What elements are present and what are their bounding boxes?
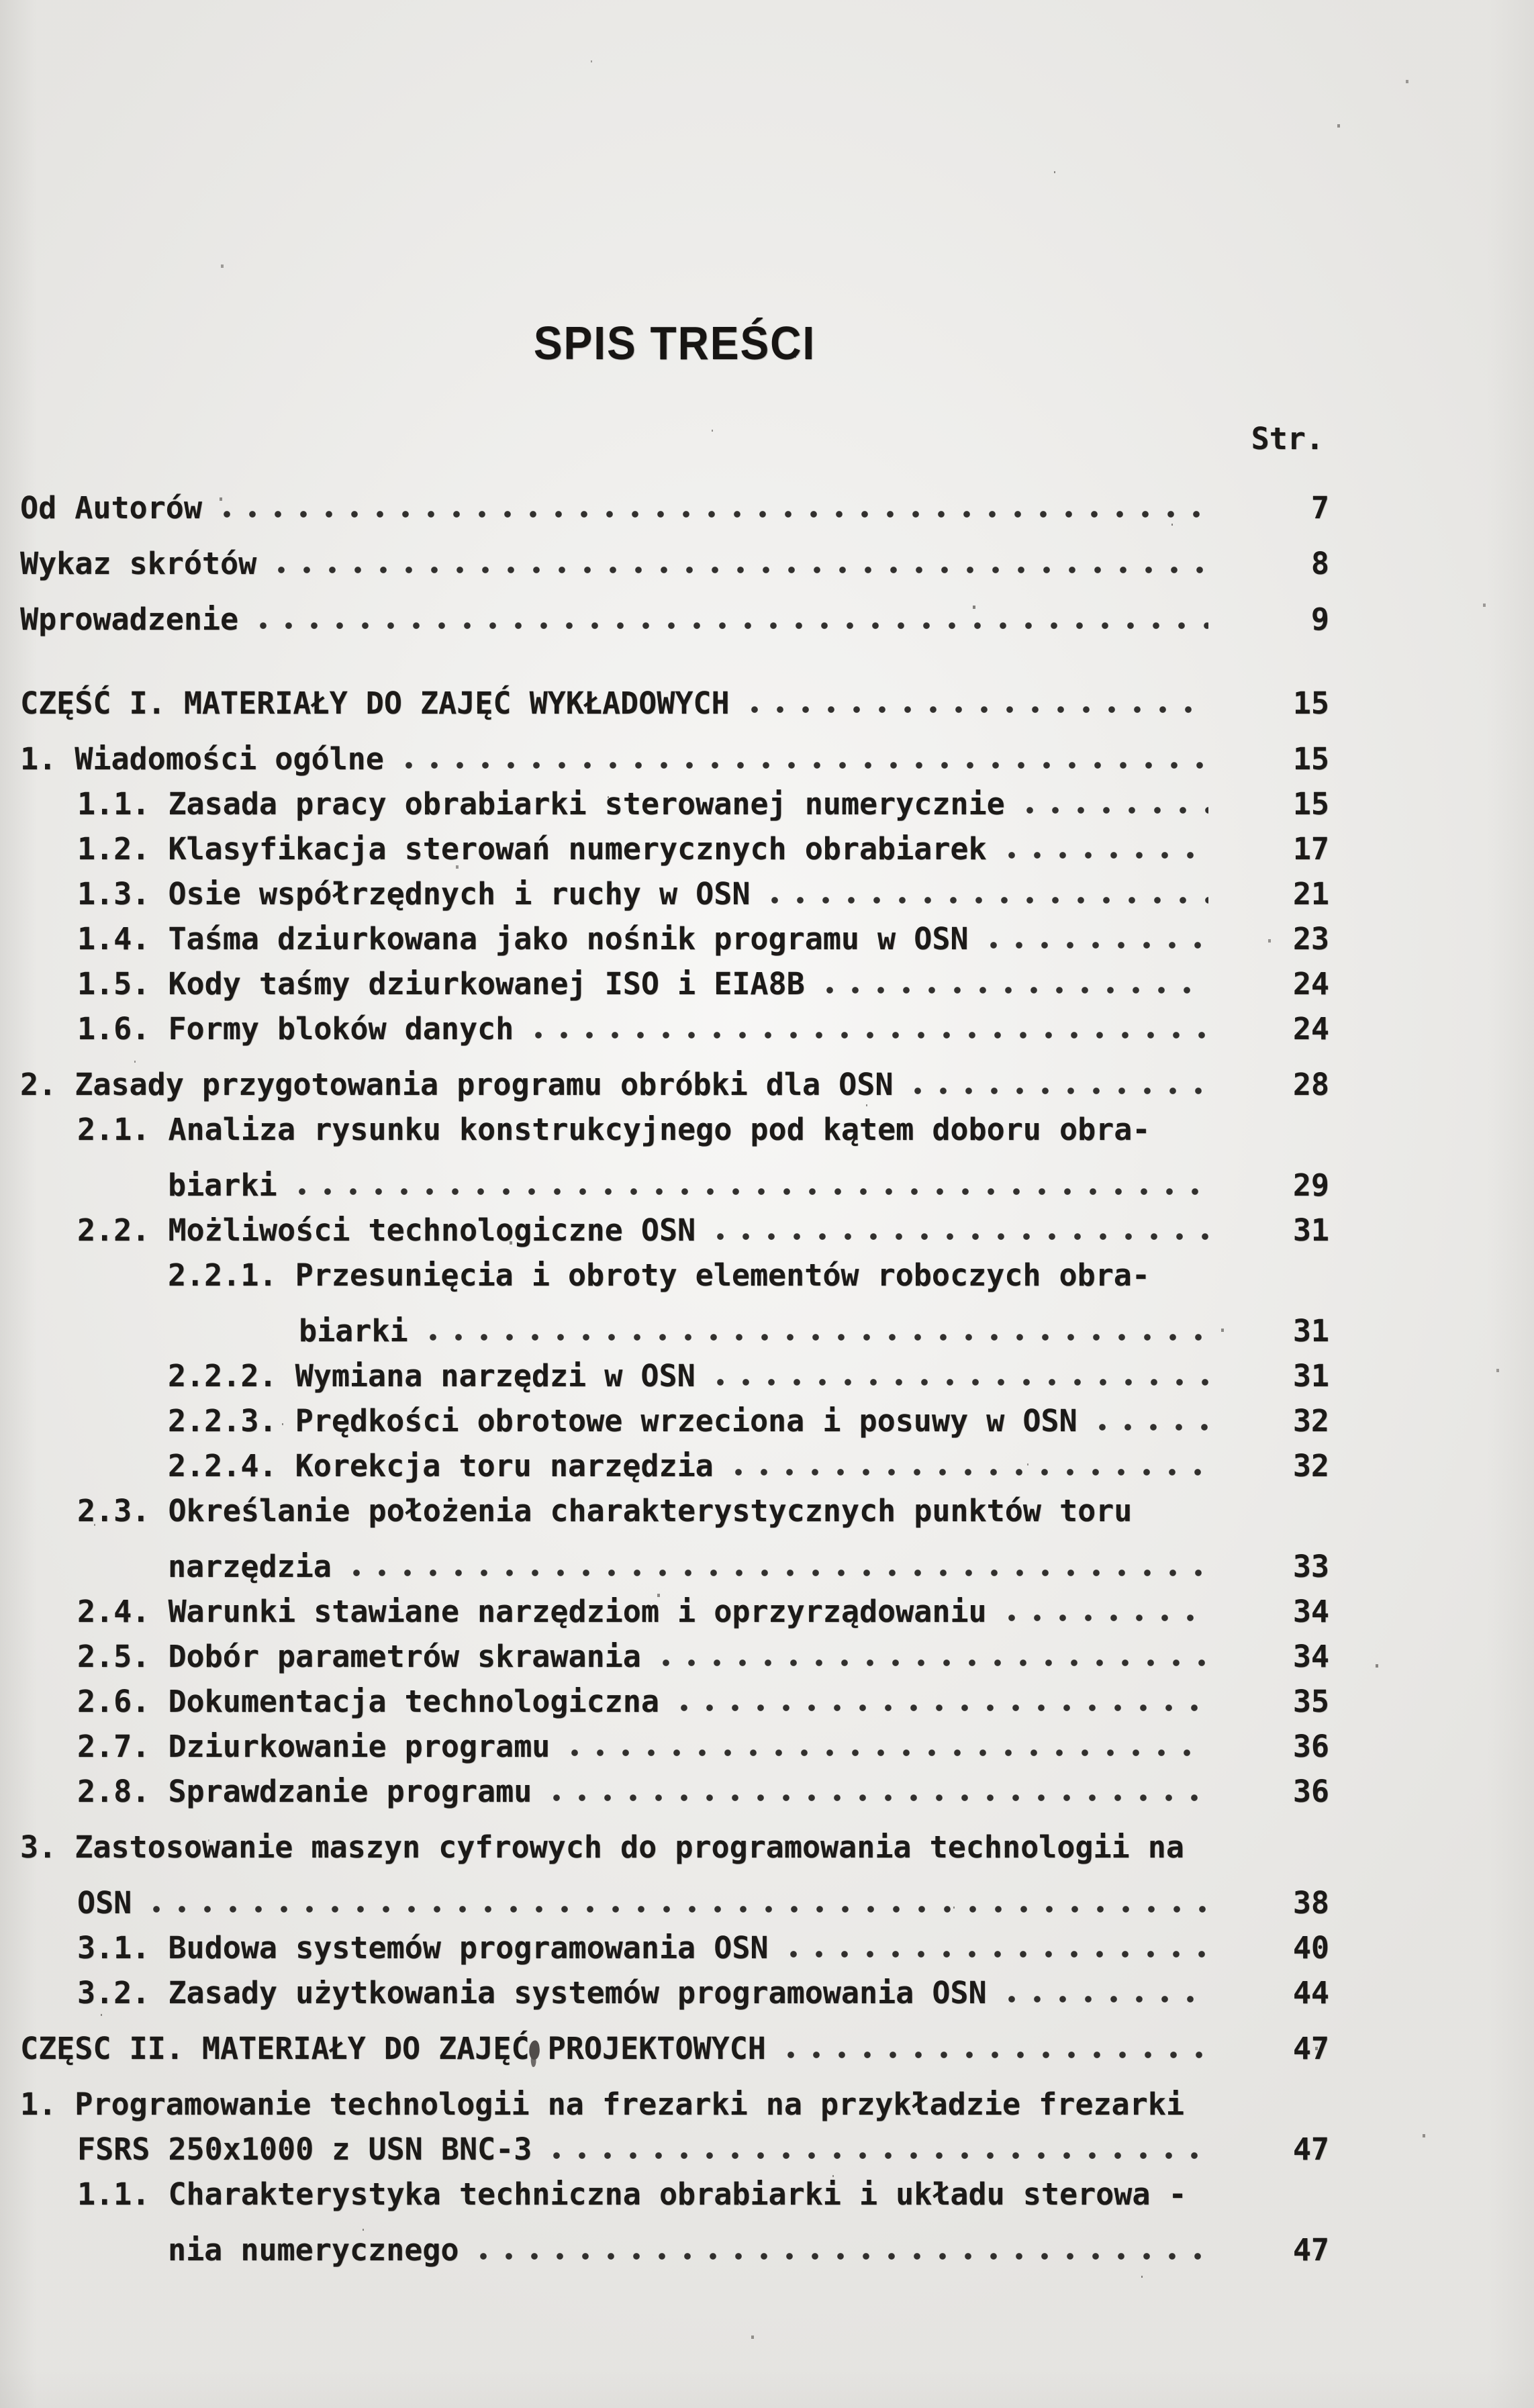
toc-row <box>20 1596 1329 1627</box>
toc-row <box>20 1013 1329 1045</box>
toc-page-number: 15 <box>1292 741 1329 777</box>
toc-entry-label: 1.2. Klasyfikacja sterowań numerycznych obrabiarek <box>77 831 987 867</box>
toc-entry-label: Wykaz skrótów <box>20 546 257 581</box>
toc-entry-label: 2.7. Dziurkowanie programu <box>77 1729 550 1764</box>
toc-entry-label: 2.5. Dobór parametrów skrawania <box>77 1639 641 1674</box>
toc-page-number: 23 <box>1292 921 1329 957</box>
dot-leader <box>553 1794 1208 1801</box>
toc-entry-label: 2. Zasady przygotowania programu obróbki dla OSN <box>20 1067 894 1102</box>
toc-row <box>20 1551 1329 1582</box>
page-title: SPIS TREŚCI <box>533 317 816 369</box>
toc-row <box>20 923 1329 955</box>
dot-leader <box>571 1749 1208 1756</box>
toc-row <box>20 492 1329 524</box>
toc-entry-label: OSN <box>77 1885 132 1921</box>
toc-page-number: 47 <box>1292 2031 1329 2066</box>
toc-page-number: 32 <box>1292 1448 1329 1484</box>
toc-entry-label: narzędzia <box>168 1549 332 1584</box>
toc-page-number: 7 <box>1310 490 1329 526</box>
toc-entry-label: 1.5. Kody taśmy dziurkowanej ISO i EIA8B <box>77 966 805 1002</box>
dot-leader <box>717 1233 1208 1240</box>
dot-leader <box>1008 1996 1208 2003</box>
toc-page-number: 44 <box>1292 1975 1329 2011</box>
paper-noise-specks <box>0 0 1 2</box>
dot-leader <box>787 2052 1208 2058</box>
dot-leader <box>790 1951 1208 1958</box>
toc-entry-label: FSRS 250x1000 z USN BNC-3 <box>77 2131 532 2167</box>
toc-row <box>20 687 1329 719</box>
toc-entry-label: 2.2.2. Wymiana narzędzi w OSN <box>168 1358 696 1394</box>
toc-page-number: 35 <box>1292 1684 1329 1719</box>
dot-leader <box>299 1188 1208 1195</box>
toc-entry-label: 2.3. Określanie położenia charakterystycznych punktów toru <box>77 1493 1133 1529</box>
toc-row <box>20 1360 1329 1392</box>
dot-leader <box>1008 852 1208 859</box>
toc-page-number: 31 <box>1292 1313 1329 1349</box>
toc-page-number: 15 <box>1292 786 1329 822</box>
toc-row <box>20 1315 1329 1347</box>
toc-page-number: 17 <box>1292 831 1329 867</box>
toc-page-number: 34 <box>1292 1594 1329 1629</box>
toc-page-number: 40 <box>1292 1930 1329 1966</box>
toc-entry-label: 2.2. Możliwości technologiczne OSN <box>77 1212 696 1248</box>
toc-entry-label: 1.1. Zasada pracy obrabiarki sterowanej numerycznie <box>77 786 1005 822</box>
toc-row <box>20 1405 1329 1437</box>
dot-leader <box>405 762 1208 769</box>
toc-row <box>20 1259 1329 1291</box>
dot-leader <box>278 567 1208 573</box>
toc-row <box>20 1831 1329 1863</box>
dot-leader <box>430 1334 1208 1341</box>
toc-row <box>20 1887 1329 1919</box>
dot-leader <box>480 2253 1208 2260</box>
dot-leader <box>717 1379 1208 1386</box>
toc-page-number: 47 <box>1292 2232 1329 2268</box>
toc-entry-label: 1. Wiadomości ogólne <box>20 741 384 777</box>
dot-leader <box>990 942 1208 949</box>
dot-leader <box>1008 1615 1208 1621</box>
toc-entry-label: 1.4. Taśma dziurkowana jako nośnik programu w OSN <box>77 921 969 957</box>
dot-leader <box>663 1659 1208 1666</box>
toc-row <box>20 1731 1329 1762</box>
toc-row <box>20 2178 1329 2210</box>
toc-entry-label: 1.1. Charakterystyka techniczna obrabiarki i układu sterowa - <box>77 2176 1187 2212</box>
dot-leader <box>153 1906 1208 1913</box>
toc-entry-label: Wprowadzenie <box>20 601 239 637</box>
toc-entry-label: 2.2.1. Przesunięcia i obroty elementów roboczych obra- <box>168 1257 1150 1293</box>
toc-page-number: 8 <box>1310 546 1329 581</box>
toc-entry-label: 2.2.3. Prędkości obrotowe wrzeciona i posuwy w OSN <box>168 1403 1077 1439</box>
toc-page-number: 28 <box>1292 1067 1329 1102</box>
toc-entry-label: biarki <box>299 1313 408 1349</box>
toc-entry-label: 3.1. Budowa systemów programowania OSN <box>77 1930 769 1966</box>
toc-entry-label: 2.8. Sprawdzanie programu <box>77 1774 532 1809</box>
toc-entry-label: biarki <box>168 1167 277 1203</box>
toc-page-number: 47 <box>1292 2131 1329 2167</box>
toc-page-number: 32 <box>1292 1403 1329 1439</box>
toc-row <box>20 968 1329 1000</box>
page-column-header: Str. <box>1251 421 1324 456</box>
toc-entry-label: 1. Programowanie technologii na frezarki na przykładzie frezarki <box>20 2086 1184 2122</box>
page-content <box>20 0 1329 2266</box>
toc-row <box>20 1495 1329 1527</box>
toc-page-number: 15 <box>1292 685 1329 721</box>
toc-entry-label: 2.1. Analiza rysunku konstrukcyjnego pod kątem doboru obra- <box>77 1112 1151 1147</box>
dot-leader <box>553 2152 1208 2159</box>
toc-entry-label: CZĘSC II. MATERIAŁY DO ZAJĘĆ PROJEKTOWYCH <box>20 2031 766 2066</box>
toc-page-number: 31 <box>1292 1212 1329 1248</box>
toc-entry-label: Od Autorów <box>20 490 202 526</box>
toc-row <box>20 1932 1329 1964</box>
toc-page-number: 24 <box>1292 1011 1329 1047</box>
toc-row <box>20 833 1329 865</box>
toc-page-number: 34 <box>1292 1639 1329 1674</box>
dot-leader <box>914 1088 1208 1094</box>
dot-leader <box>535 1032 1208 1039</box>
toc-row <box>20 1214 1329 1246</box>
toc-page-number: 36 <box>1292 1729 1329 1764</box>
dot-leader <box>751 706 1208 713</box>
toc-row <box>20 1169 1329 1201</box>
toc-row <box>20 1114 1329 1145</box>
dot-leader <box>681 1704 1208 1711</box>
toc-row <box>20 1069 1329 1100</box>
toc-entry-label: 1.6. Formy bloków danych <box>77 1011 514 1047</box>
toc-row <box>20 2133 1329 2165</box>
toc-entry-label: 3. Zastosowanie maszyn cyfrowych do programowania technologii na <box>20 1829 1184 1865</box>
toc-page-number: 21 <box>1292 876 1329 912</box>
toc-entry-label: 2.4. Warunki stawiane narzędziom i oprzyrządowaniu <box>77 1594 987 1629</box>
toc-page-number: 38 <box>1292 1885 1329 1921</box>
toc-row <box>20 788 1329 820</box>
toc-entry-label: nia numerycznego <box>168 2232 459 2268</box>
dot-leader <box>1099 1424 1208 1431</box>
toc-page-number: 36 <box>1292 1774 1329 1809</box>
toc-page-number: 9 <box>1310 601 1329 637</box>
toc-row <box>20 2088 1329 2120</box>
toc-page-number: 29 <box>1292 1167 1329 1203</box>
dot-leader <box>353 1570 1208 1576</box>
toc-entry-label: 2.6. Dokumentacja technologiczna <box>77 1684 659 1719</box>
toc-page-number: 24 <box>1292 966 1329 1002</box>
toc-page-number: 31 <box>1292 1358 1329 1394</box>
toc-entry-label: 3.2. Zasady użytkowania systemów programowania OSN <box>77 1975 987 2011</box>
toc-list <box>20 492 1329 2266</box>
toc-row <box>20 1450 1329 1482</box>
toc-row <box>20 1686 1329 1717</box>
toc-row <box>20 1776 1329 1807</box>
dot-leader <box>771 897 1208 904</box>
toc-row <box>20 1977 1329 2009</box>
dot-leader <box>260 622 1208 629</box>
toc-row <box>20 2033 1329 2064</box>
toc-entry-label: 2.2.4. Korekcja toru narzędzia <box>168 1448 714 1484</box>
toc-row <box>20 548 1329 579</box>
toc-entry-label: CZĘŚĆ I. MATERIAŁY DO ZAJĘĆ WYKŁADOWYCH <box>20 685 730 721</box>
toc-row <box>20 2234 1329 2266</box>
dot-leader <box>826 987 1208 994</box>
dot-leader <box>1026 807 1208 814</box>
toc-entry-label: 1.3. Osie współrzędnych i ruchy w OSN <box>77 876 751 912</box>
toc-row <box>20 743 1329 775</box>
toc-row <box>20 1641 1329 1672</box>
toc-page-number: 33 <box>1292 1549 1329 1584</box>
toc-row <box>20 878 1329 910</box>
dot-leader <box>224 511 1208 518</box>
dot-leader <box>735 1469 1208 1476</box>
toc-row <box>20 601 1329 637</box>
